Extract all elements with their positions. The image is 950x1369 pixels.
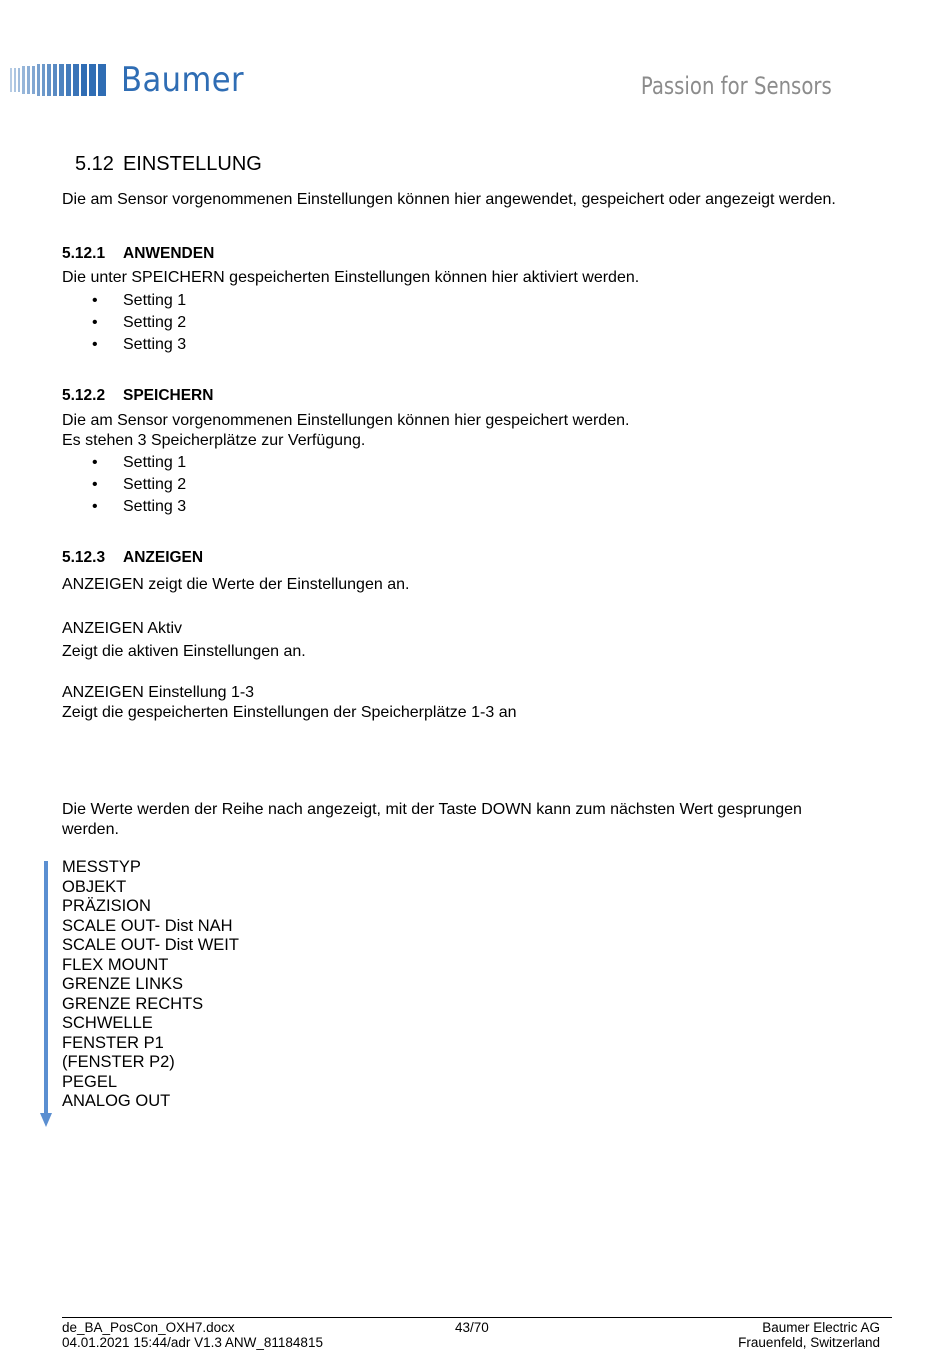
parameter-item: (FENSTER P2) [62, 1053, 175, 1071]
subsection-number: 5.12.2 [62, 387, 106, 404]
section-title: EINSTELLUNG [122, 153, 262, 175]
parameter-item: PEGEL [62, 1072, 118, 1091]
subsection-heading-anzeigen [62, 549, 203, 567]
footer-filename: de_BA_PosCon_OXH7.docx [62, 1320, 235, 1335]
section-intro: Die am Sensor vorgenommenen Einstellungen können hier angewendet, gespeichert oder angezeigt werden. [62, 191, 836, 208]
subsection-number: 5.12.1 [62, 245, 106, 262]
list-item: • Setting 1 [62, 290, 186, 312]
parameter-item: SCALE OUT- Dist NAH [62, 916, 233, 935]
parameter-item: GRENZE LINKS [62, 975, 184, 993]
subsection-title: SPEICHERN [123, 387, 214, 404]
anwenden-text: Die unter SPEICHERN gespeicherten Einstellungen können hier aktiviert werden. [62, 269, 640, 286]
footer-company: Baumer Electric AG [762, 1320, 880, 1335]
anzeigen-aktiv-title: ANZEIGEN Aktiv [62, 620, 183, 637]
baumer-logo-icon [10, 64, 106, 96]
parameter-item: SCALE OUT- Dist WEIT [62, 936, 239, 954]
parameter-item: GRENZE RECHTS [62, 994, 204, 1013]
section-number: 5.12 [75, 153, 114, 175]
parameter-item: FENSTER P1 [62, 1033, 164, 1052]
parameter-item: FLEX MOUNT [62, 955, 169, 974]
subsection-title: ANZEIGEN [123, 549, 204, 566]
list-item: • Setting 2 [62, 312, 186, 334]
parameter-item: MESSTYP [62, 858, 141, 876]
anzeigen-text: ANZEIGEN zeigt die Werte der Einstellungen an. [62, 576, 410, 593]
list-item: • Setting 3 [62, 334, 186, 356]
parameter-item: OBJEKT [62, 877, 127, 896]
parameter-list [62, 858, 239, 1112]
page-number: 43/70 [455, 1320, 489, 1335]
subsection-number: 5.12.3 [62, 549, 106, 566]
anwenden-list [62, 290, 186, 356]
speichern-text-2: Es stehen 3 Speicherplätze zur Verfügung. [62, 432, 366, 449]
anzeigen-aktiv-text: Zeigt die aktiven Einstellungen an. [62, 643, 306, 660]
parameter-item: ANALOG OUT [62, 1092, 171, 1110]
down-arrow-icon [40, 861, 52, 1129]
list-item: • Setting 1 [62, 452, 186, 474]
order-text-line-1: Die Werte werden der Reihe nach angezeigt, mit der Taste DOWN kann zum nächsten Wert gesprungen [62, 801, 802, 818]
section-heading [75, 153, 262, 176]
footer-divider [62, 1317, 892, 1318]
speichern-list [62, 452, 186, 518]
order-text-line-2: werden. [62, 821, 119, 838]
list-item: • Setting 3 [62, 496, 186, 518]
anzeigen-einstellung-title: ANZEIGEN Einstellung 1-3 [62, 684, 255, 701]
footer-version: 04.01.2021 15:44/adr V1.3 ANW_81184815 [62, 1335, 323, 1350]
brand-name: Baumer [121, 60, 245, 100]
subsection-heading-speichern [62, 387, 213, 405]
subsection-heading-anwenden [62, 245, 214, 263]
subsection-title: ANWENDEN [123, 245, 215, 262]
footer-location: Frauenfeld, Switzerland [738, 1335, 880, 1350]
speichern-text-1: Die am Sensor vorgenommenen Einstellungen können hier gespeichert werden. [62, 412, 630, 429]
parameter-item: PRÄZISION [62, 897, 151, 915]
list-item: • Setting 2 [62, 474, 186, 496]
anzeigen-einstellung-text: Zeigt die gespeicherten Einstellungen der Speicherplätze 1-3 an [62, 704, 517, 721]
tagline: Passion for Sensors [641, 72, 832, 100]
parameter-item: SCHWELLE [62, 1014, 153, 1032]
